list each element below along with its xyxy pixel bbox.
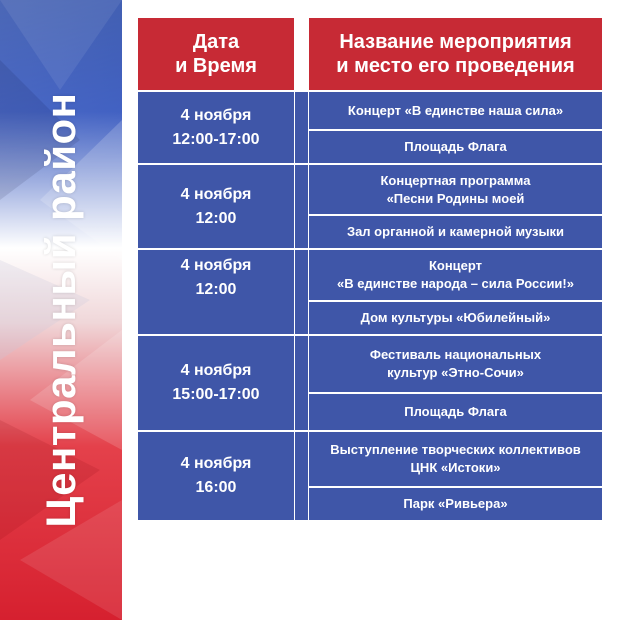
- event-4-spacer: [295, 336, 308, 430]
- event-1-place-cell: [309, 131, 602, 163]
- event-5-title-line-2: ЦНК «Истоки»: [410, 460, 501, 475]
- event-3-title-line-1: Концерт: [428, 258, 483, 273]
- event-2-date: 4 ноября: [180, 185, 252, 203]
- event-1-date: 4 ноября: [180, 106, 252, 124]
- event-5-date-cell: [138, 432, 294, 520]
- event-3-place: Дом культуры «Юбилейный»: [360, 310, 551, 325]
- event-4-place: Площадь Флага: [404, 404, 507, 419]
- side-band: [0, 0, 122, 620]
- event-3-place-cell: [309, 302, 602, 334]
- event-5-date: 4 ноября: [180, 455, 252, 472]
- event-2-date-cell: [138, 165, 294, 248]
- event-3-date: 4 ноября: [180, 257, 252, 274]
- event-1-place: Площадь Флага: [404, 139, 507, 154]
- event-2-place: Зал органной и камерной музыки: [346, 224, 565, 239]
- header-event-line-1: Название мероприятия: [339, 31, 572, 53]
- header-event-line-2: и место его проведения: [336, 55, 575, 77]
- event-4-title-line-2: культур «Этно-Сочи»: [387, 365, 524, 380]
- event-3-title-cell: [309, 250, 602, 300]
- event-1-time: 12:00-17:00: [172, 130, 260, 148]
- event-4-date-cell: [138, 336, 294, 430]
- event-1-title-cell: [309, 92, 602, 129]
- event-1-date-cell: [138, 92, 294, 163]
- event-4-date: 4 ноября: [180, 362, 252, 379]
- header-date-line-2: и Время: [175, 55, 257, 77]
- event-4-time: 15:00-17:00: [172, 386, 260, 403]
- event-1-spacer: [295, 92, 308, 163]
- header-event-place: [309, 18, 602, 90]
- event-1-title: Концерт «В единстве наша сила»: [347, 102, 564, 118]
- event-5-title-cell: [309, 432, 602, 486]
- event-4-place-cell: [309, 394, 602, 430]
- event-5-spacer: [295, 432, 308, 520]
- event-4-title-line-1: Фестиваль национальных: [369, 347, 542, 362]
- event-5-place-cell: [309, 488, 602, 520]
- district-title: Центральный район: [37, 92, 84, 528]
- event-3-title-line-2: «В единстве народа – сила России!»: [337, 276, 574, 291]
- header-date-time: [138, 18, 294, 90]
- event-5-time: 16:00: [195, 479, 237, 496]
- event-5-title-line-1: Выступление творческих коллективов: [330, 442, 581, 457]
- event-2-time: 12:00: [195, 209, 237, 227]
- event-5-place: Парк «Ривьера»: [403, 496, 508, 511]
- event-3-date-cell: [138, 250, 294, 334]
- event-2-title-line-2: «Песни Родины моей: [386, 190, 525, 206]
- event-2-place-cell: [309, 216, 602, 248]
- header-date-line-1: Дата: [192, 31, 240, 53]
- event-2-title-cell: [309, 165, 602, 214]
- event-4-title-cell: [309, 336, 602, 392]
- event-3-spacer: [295, 250, 308, 334]
- event-3-time: 12:00: [195, 281, 237, 298]
- event-2-title-line-1: Концертная программа: [380, 172, 531, 188]
- event-2-spacer: [295, 165, 308, 248]
